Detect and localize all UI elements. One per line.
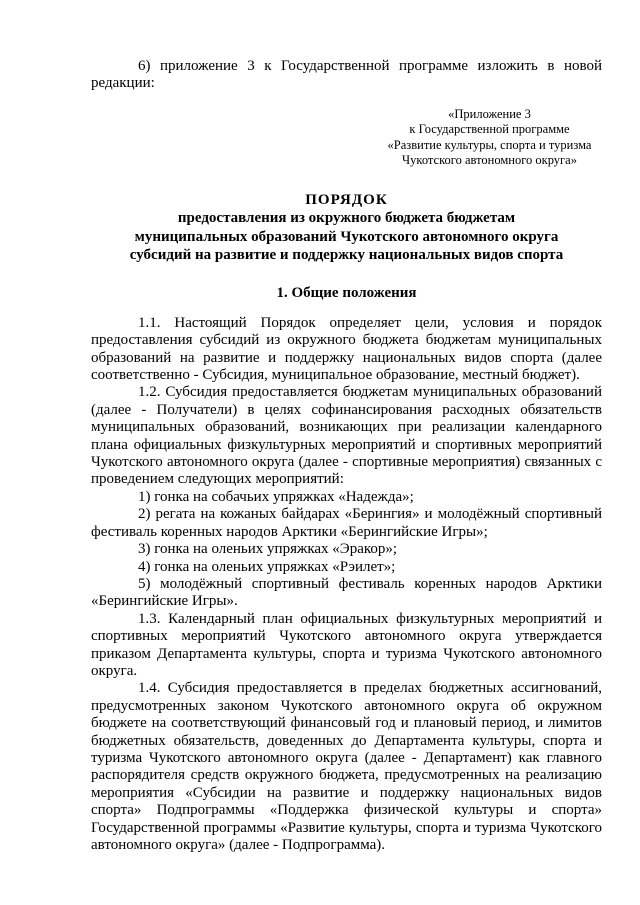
appendix-line: «Развитие культуры, спорта и туризма: [387, 137, 592, 152]
paragraph-1-2: 1.2. Субсидия предоставляется бюджетам муниципальных образований (далее - Получатели) в целях софинансирования расходных обязательств муниципальных образований, возникающих при реализации календарного плана официальных физкультурных мероприятий и спортивных мероприятий Чукотского автономного округа (далее - спортивные мероприятия) связанных с проведением следующих мероприятий:: [91, 384, 602, 488]
paragraph-1-4: 1.4. Субсидия предоставляется в пределах бюджетных ассигнований, предусмотренных законом Чукотского автономного округа об окружном бюджете на соответствующий финансовый год и плановый период, и лимитов бюджетных обязательств, доведенных до Департамента культуры, спорта и туризма Чукотского автономного округа (далее - Департамент) как главного распорядителя средств окружного бюджета, предусмотренных на реализацию мероприятия «Субсидии на развитие и поддержку национальных видов спорта» Подпрограммы «Поддержка физической культуры и спорта» Государственной программы «Развитие культуры, спорта и туризма Чукотского автономного округа» (далее - Подпрограмма).: [91, 680, 602, 853]
list-item-5: 5) молодёжный спортивный фестиваль коренных народов Арктики «Берингийские Игры».: [91, 575, 602, 610]
document-title: ПОРЯДОК: [305, 191, 388, 208]
appendix-line: Чукотского автономного округа»: [402, 153, 577, 168]
document-subtitle-line: субсидий на развитие и поддержку национальных видов спорта: [129, 247, 564, 264]
list-item-1: 1) гонка на собачьих упряжках «Надежда»;: [138, 488, 414, 505]
paragraph-1-3: 1.3. Календарный план официальных физкультурных мероприятий и спортивных мероприятий Чукотского автономного округа утверждается приказом Департамента культуры, спорта и туризма Чукотского автономного округа.: [91, 610, 602, 679]
section-title: 1. Общие положения: [276, 284, 417, 301]
document-subtitle-line: муниципальных образований Чукотского автономного округа: [134, 228, 559, 245]
intro-item-6: 6) приложение 3 к Государственной программе изложить в новой редакции:: [91, 58, 602, 92]
appendix-line: «Приложение 3: [448, 106, 531, 121]
list-item-2: 2) регата на кожаных байдарах «Берингия» и молодёжный спортивный фестиваль коренных народов Арктики «Берингийские Игры»;: [91, 506, 602, 540]
appendix-line: к Государственной программе: [409, 122, 570, 137]
list-item-4: 4) гонка на оленьих упряжках «Рэилет»;: [138, 558, 396, 575]
appendix-reference: [91, 107, 602, 169]
list-item-3: 3) гонка на оленьих упряжках «Эракор»;: [138, 541, 398, 558]
document-subtitle-line: предоставления из окружного бюджета бюджетам: [177, 210, 516, 227]
paragraph-1-1: 1.1. Настоящий Порядок определяет цели, условия и порядок предоставления субсидий из окружного бюджета бюджетам муниципальных образований на развитие и поддержку национальных видов спорта (далее соответственно - Субсидия, муниципальное образование, местный бюджет).: [91, 314, 602, 384]
document-heading: [91, 191, 602, 265]
